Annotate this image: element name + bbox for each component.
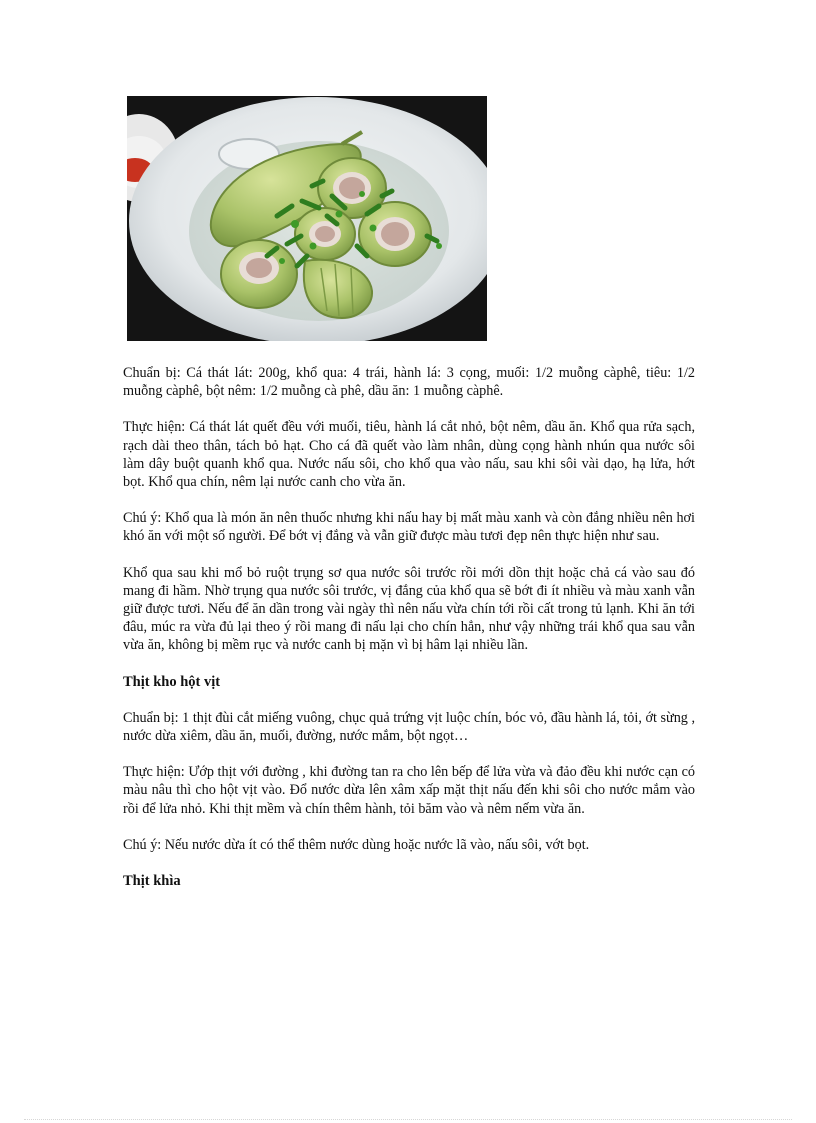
section1-ingredients: Chuẩn bị: Cá thát lát: 200g, khổ qua: 4 trái, hành lá: 3 cọng, muối: 1/2 muỗng càphê, tiêu: 1/2 muỗng càphê, bột nêm: 1/2 muỗng cà phê, dầu ăn: 1 muỗng càphê.	[123, 365, 695, 400]
section1-method: Thực hiện: Cá thát lát quết đều với muối, tiêu, hành lá cắt nhỏ, bột nêm, dầu ăn. Khổ qua rửa sạch, rạch dài theo thân, tách bỏ hạt. Cho cá đã quết vào làm nhân, dùng cọng hành nhún qua nước sôi làm dây buột quanh khổ qua. Nước nấu sôi, cho khổ qua vào nấu, sau khi sôi vài dạo, hạ lửa, hớt bọt. Khổ qua chín, nêm lại nước canh cho vừa ăn.	[123, 419, 695, 491]
section2-note: Chú ý: Nếu nước dừa ít có thể thêm nước dùng hoặc nước lã vào, nấu sôi, vớt bọt.	[123, 836, 590, 853]
recipe-photo	[127, 96, 487, 341]
bitter-melon-soup-illustration	[127, 96, 487, 341]
section2-ingredients: Chuẩn bị: 1 thịt đùi cắt miếng vuông, chục quả trứng vịt luộc chín, bóc vỏ, đầu hành lá, tỏi, ớt sừng , nước dừa xiêm, dầu ăn, muối, đường, nước mắm, bột ngọt…	[123, 709, 695, 745]
recipe-text	[123, 364, 695, 908]
section1-tip: Khổ qua sau khi mổ bỏ ruột trụng sơ qua nước sôi trước rồi mới dồn thịt hoặc chả cá vào sau đó mang đi hầm. Nhờ trụng qua nước sôi trước, vị đắng của khổ qua sẽ bớt đi ít nhiều và màu xanh vẫn giữ được tươi. Nếu để ăn dần trong vài ngày thì nên nấu vừa chín tới rồi cất trong tủ lạnh. Khi ăn tới đâu, múc ra vừa đủ lại theo ý rồi mang đi nấu lại cho chín hẳn, như vậy những trái khổ qua sau vẫn vừa ăn, không bị mềm rục và nước canh bị mặn vì bị hâm lại nhiều lần.	[123, 564, 695, 654]
section1-note: Chú ý: Khổ qua là món ăn nên thuốc nhưng khi nấu hay bị mất màu xanh và còn đắng nhiều nên hơi khó ăn với một số người. Để bớt vị đắng và vẫn giữ được màu tươi đẹp nên thực hiện như sau.	[123, 510, 695, 545]
section3-title: Thịt khìa	[123, 873, 181, 890]
section2-title: Thịt kho hột vịt	[123, 673, 221, 690]
section2-method: Thực hiện: Ướp thịt với đường , khi đường tan ra cho lên bếp để lửa vừa và đảo đều khi nước cạn có màu nâu thì cho hột vịt vào. Đổ nước dừa lên xâm xấp mặt thịt nấu đến khi sôi cho nước mắm vào rồi để lửa nhỏ. Khi thịt mềm và chín thêm hành, tỏi băm vào và nêm nếm vừa ăn.	[123, 764, 695, 817]
page-bottom-divider	[24, 1119, 792, 1120]
